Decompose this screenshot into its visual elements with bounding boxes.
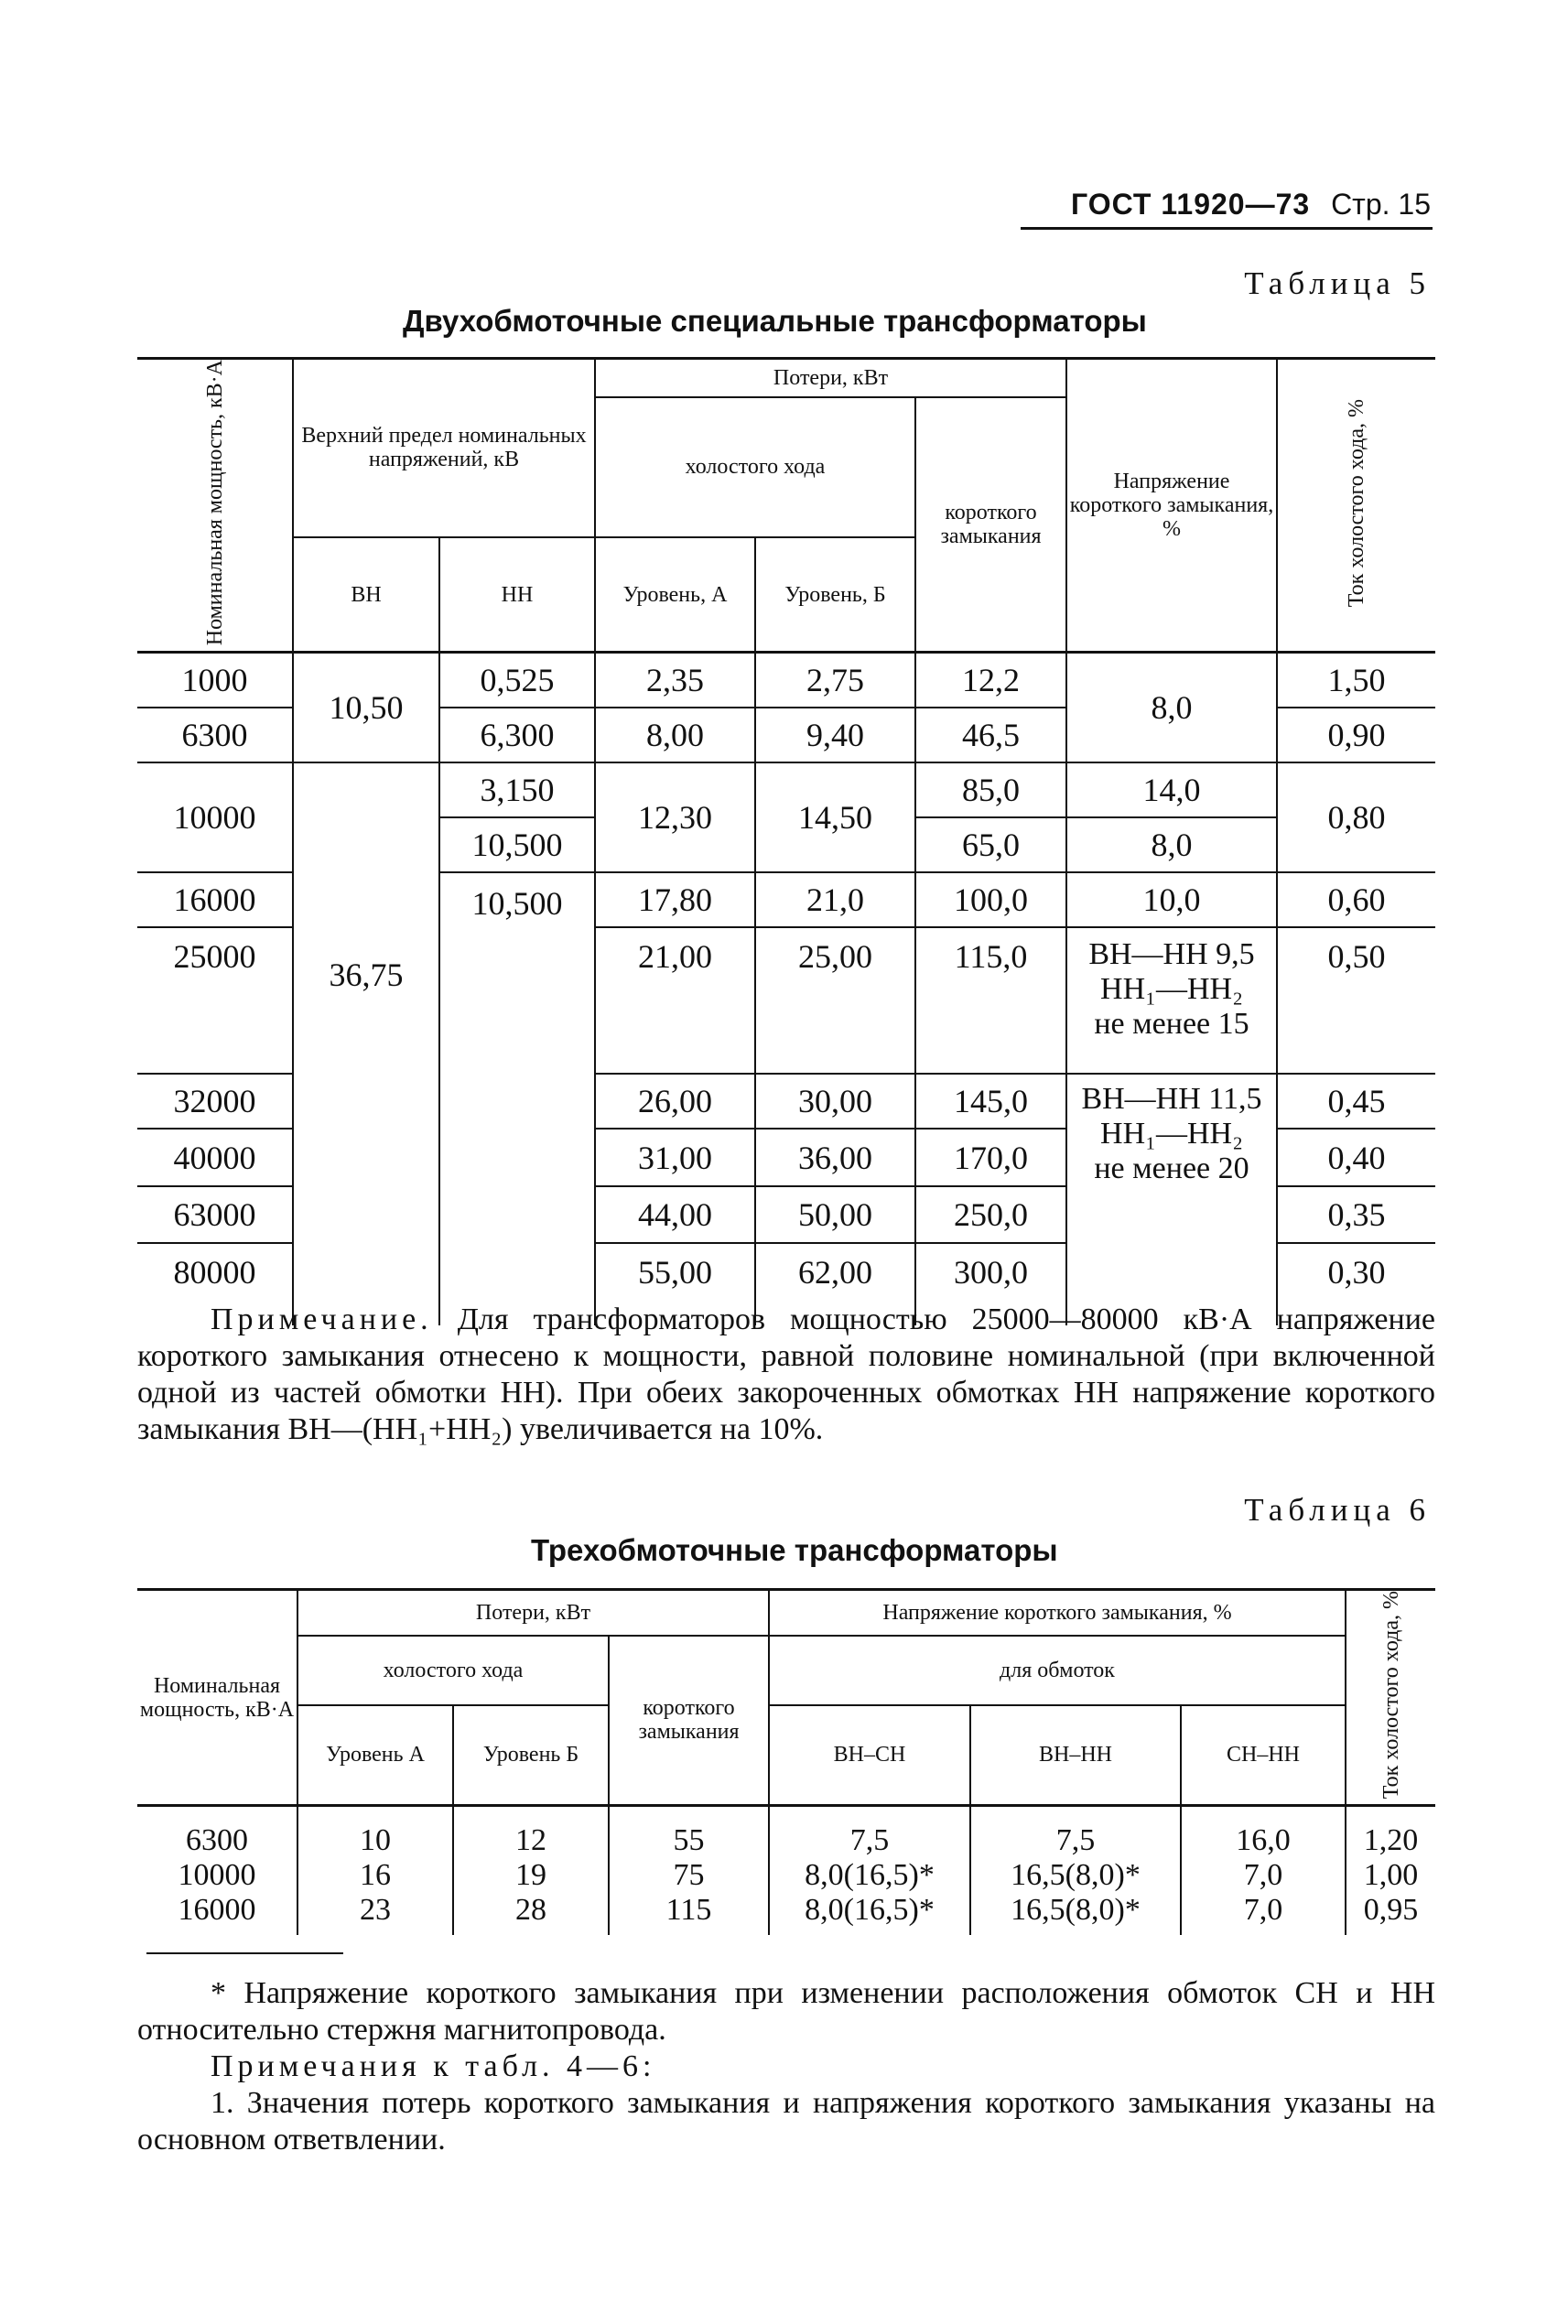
t5-head-power: Номинальная мощность, кВ·А <box>137 359 293 653</box>
t5-cell-a: 21,00 <box>595 927 755 1074</box>
t6-cell-sn-nn: 7,0 <box>1181 1858 1346 1893</box>
t5-cell-sc: 170,0 <box>915 1129 1066 1186</box>
t5-row-power: 16000 <box>137 872 293 927</box>
t6-cell-sn-nn: 16,0 <box>1181 1806 1346 1859</box>
t6-cell-b: 28 <box>453 1893 609 1935</box>
t6-cell-vn-nn: 16,5(8,0)* <box>970 1858 1181 1893</box>
table6-label: Таблица 6 <box>1244 1492 1431 1528</box>
t6-head-sn-nn: СН–НН <box>1181 1705 1346 1806</box>
t5-cell-vn: 10,50 <box>293 653 439 762</box>
page-header <box>1071 188 1431 222</box>
t5-cell-a: 12,30 <box>595 762 755 872</box>
t5-row-power: 32000 <box>137 1074 293 1129</box>
t6-cell-a: 10 <box>297 1806 453 1859</box>
t5-cell-a: 17,80 <box>595 872 755 927</box>
t5-cell-sc: 46,5 <box>915 708 1066 762</box>
t6-head-power: Номинальная мощность, кВ·А <box>137 1590 297 1806</box>
t5-cell-i: 0,60 <box>1277 872 1435 927</box>
t6-head-vn-sn: ВН–СН <box>769 1705 970 1806</box>
t5-head-voltage-sc: Напряжение короткого замыкания, % <box>1066 359 1277 653</box>
t5-cell-b: 9,40 <box>755 708 915 762</box>
t5-cell-a: 8,00 <box>595 708 755 762</box>
t5-cell-sc: 115,0 <box>915 927 1066 1074</box>
t6-head-vn-nn: ВН–НН <box>970 1705 1181 1806</box>
t6-cell-b: 12 <box>453 1806 609 1859</box>
t5-head-level-b: Уровень, Б <box>755 537 915 653</box>
t5-cell-nn: 0,525 <box>439 653 595 708</box>
t5-row-power: 63000 <box>137 1186 293 1243</box>
t5-cell-a: 2,35 <box>595 653 755 708</box>
t6-cell-sc: 75 <box>609 1858 769 1893</box>
t5-cell-u: 14,0 <box>1066 762 1277 817</box>
t6-row-power: 6300 <box>186 1823 248 1858</box>
t5-cell-a: 44,00 <box>595 1186 755 1243</box>
notes-title: Примечания к табл. 4—6: <box>211 2049 656 2083</box>
t5-head-nn: НН <box>439 537 595 653</box>
table5-label: Таблица 5 <box>1244 265 1431 301</box>
header-rule <box>1021 227 1433 230</box>
t5-head-current-nl: Ток холостого хода, % <box>1277 359 1435 653</box>
t5-row-power: 25000 <box>137 927 293 1074</box>
t6-cell-b: 19 <box>453 1858 609 1893</box>
t5-cell-sc: 12,2 <box>915 653 1066 708</box>
t5-cell-u-multi: ВН—НН 9,5 НН₁—НН₂ не менее 15 <box>1066 927 1277 1074</box>
t6-cell-a: 16 <box>297 1858 453 1893</box>
t5-row-power: 6300 <box>137 708 293 762</box>
t5-cell-sc: 300,0 <box>915 1243 1066 1325</box>
t5-cell-sc: 145,0 <box>915 1074 1066 1129</box>
t6-cell-vn-nn: 16,5(8,0)* <box>970 1893 1181 1935</box>
t6-cell-sc: 55 <box>609 1806 769 1859</box>
t6-cell-i: 0,95 <box>1346 1893 1435 1935</box>
t6-cell-a: 23 <box>297 1893 453 1935</box>
footnote: * Напряжение короткого замыкания при изменении расположения обмоток СН и НН относительно стержня магнитопровода. <box>137 1976 1435 2047</box>
t5-cell-vn: 36,75 <box>293 762 439 1186</box>
t5-cell-b: 21,0 <box>755 872 915 927</box>
t5-cell-a: 31,00 <box>595 1129 755 1186</box>
t5-cell-i: 0,90 <box>1277 708 1435 762</box>
t6-row-power: 10000 <box>178 1858 256 1893</box>
t5-cell-b: 36,00 <box>755 1129 915 1186</box>
t5-head-short-circuit: короткого замыкания <box>915 397 1066 653</box>
t6-head-current-nl: Ток холостого хода, % <box>1346 1590 1435 1806</box>
t5-cell-i: 0,35 <box>1277 1186 1435 1243</box>
t5-cell-i: 0,40 <box>1277 1129 1435 1186</box>
t5-head-losses: Потери, кВт <box>595 359 1066 397</box>
t5-cell-u: 10,0 <box>1066 872 1277 927</box>
t5-cell-nn: 3,150 <box>439 762 595 817</box>
t5-cell-b: 50,00 <box>755 1186 915 1243</box>
t5-cell-vn-empty <box>293 1186 439 1243</box>
footnote-rule <box>146 1952 343 1954</box>
t6-cell-sn-nn: 7,0 <box>1181 1893 1346 1935</box>
t6-cell-vn-nn: 7,5 <box>970 1806 1181 1859</box>
t6-head-for-windings: для обмоток <box>769 1636 1346 1705</box>
t6-head-level-b: Уровень Б <box>453 1705 609 1806</box>
doc-number: ГОСТ 11920—73 <box>1071 188 1311 221</box>
t5-cell-i: 1,50 <box>1277 653 1435 708</box>
t5-cell-i: 0,50 <box>1277 927 1435 1074</box>
t6-head-no-load: холостого хода <box>297 1636 609 1705</box>
table5 <box>137 357 1435 1325</box>
t5-row-power: 10000 <box>137 762 293 872</box>
t5-cell-u: 8,0 <box>1066 653 1277 762</box>
t5-cell-a: 55,00 <box>595 1243 755 1325</box>
t5-cell-sc: 85,0 <box>915 762 1066 817</box>
t6-head-short-circuit: короткого замыкания <box>609 1636 769 1806</box>
table6-title: Трехобмоточные трансформаторы <box>531 1533 1058 1567</box>
t5-cell-b: 30,00 <box>755 1074 915 1129</box>
t6-cell-vn-sn: 8,0(16,5)* <box>769 1858 970 1893</box>
t6-cell-i: 1,20 <box>1346 1806 1435 1859</box>
table6 <box>137 1588 1435 1935</box>
table5-note <box>137 1302 1435 1448</box>
t6-head-level-a: Уровень А <box>297 1705 453 1806</box>
t6-head-voltage-sc: Напряжение короткого замыкания, % <box>769 1590 1346 1636</box>
note-1: 1. Значения потерь короткого замыкания и напряжения короткого замыкания указаны на основном ответвлении. <box>137 2086 1435 2156</box>
t5-cell-u-multi: ВН—НН 11,5 НН₁—НН₂ не менее 20 <box>1066 1074 1277 1186</box>
note-lead: Примечание. <box>211 1303 433 1336</box>
t5-cell-i: 0,30 <box>1327 1253 1386 1291</box>
t5-row-power: 80000 <box>173 1253 256 1291</box>
t5-cell-nn: 10,500 <box>439 817 595 872</box>
t6-head-losses: Потери, кВт <box>297 1590 769 1636</box>
t6-cell-vn-sn: 8,0(16,5)* <box>769 1893 970 1935</box>
t5-cell-nn: 10,500 <box>439 872 595 1325</box>
t5-cell-i: 0,80 <box>1277 762 1435 872</box>
t5-cell-sc: 100,0 <box>915 872 1066 927</box>
t6-cell-i: 1,00 <box>1346 1858 1435 1893</box>
t5-cell-a: 26,00 <box>595 1074 755 1129</box>
t5-cell-b: 2,75 <box>755 653 915 708</box>
t6-row-power: 16000 <box>178 1893 256 1928</box>
t5-head-vn: ВН <box>293 537 439 653</box>
t5-cell-u-empty <box>1066 1186 1277 1243</box>
t5-head-upper-limit: Верхний предел номинальных напряжений, кВ <box>293 359 595 537</box>
t5-head-no-load: холостого хода <box>595 397 915 537</box>
t5-row-power: 1000 <box>137 653 293 708</box>
t5-cell-sc: 250,0 <box>915 1186 1066 1243</box>
t5-cell-u: 8,0 <box>1066 817 1277 872</box>
t5-cell-nn: 6,300 <box>439 708 595 762</box>
t5-cell-b: 62,00 <box>755 1243 915 1325</box>
t5-head-level-a: Уровень, А <box>595 537 755 653</box>
t6-cell-vn-sn: 7,5 <box>769 1806 970 1859</box>
t5-cell-i: 0,45 <box>1277 1074 1435 1129</box>
page-number: Стр. 15 <box>1331 188 1431 221</box>
t5-cell-b: 25,00 <box>755 927 915 1074</box>
t6-cell-sc: 115 <box>609 1893 769 1935</box>
t5-row-power: 40000 <box>137 1129 293 1186</box>
note-text: Для трансформаторов мощностью 25000—80000 кВ·А напряжение короткого замыкания отнесено к мощности, равной половине номинальной (при включенной одной из частей обмотки НН). При обеих закороченных обмотках НН напряжение короткого замыкания ВН—(НН₁+НН₂) увеличивается на 10%. <box>137 1303 1436 1446</box>
t5-cell-b: 14,50 <box>755 762 915 872</box>
table5-title: Двухобмоточные специальные трансформаторы <box>403 304 1147 338</box>
t5-cell-sc: 65,0 <box>915 817 1066 872</box>
